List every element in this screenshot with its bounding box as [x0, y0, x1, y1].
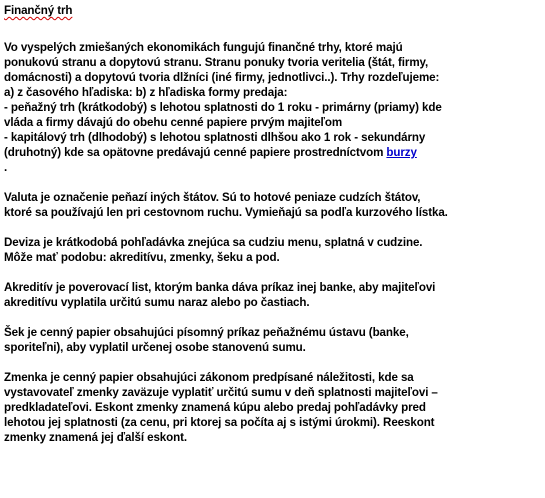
- text-line: predkladateľovi. Eskont zmenky znamená kúpu alebo predaj pohľadávky pred: [4, 401, 426, 414]
- paragraph-sek: [4, 325, 544, 355]
- text-line: .: [4, 161, 8, 174]
- text-line: - kapitálový trh (dlhodobý) s lehotou splatnosti dlhšou ako 1 rok - sekundárny: [4, 131, 426, 144]
- text-line: akreditívu vyplatila určitú sumu naraz alebo po častiach.: [4, 296, 310, 309]
- text-line: vystavovateľ zmenky zaväzuje vyplatiť určitú sumu v deň splatnosti majiteľovi –: [4, 386, 438, 399]
- text-line: Zmenka je cenný papier obsahujúci zákonom predpísané náležitosti, kde sa: [4, 371, 414, 384]
- document-body: [4, 3, 544, 445]
- text-line: sporiteľni), aby vyplatil určenej osobe stanovenú sumu.: [4, 341, 306, 354]
- paragraph-financial-markets: [4, 40, 544, 175]
- text-line: zmenky znamená jej ďalší eskont.: [4, 431, 187, 444]
- text-line: a) z časového hľadiska: b) z hľadiska formy predaja:: [4, 86, 288, 99]
- text-line: domácnosti) a dopytovú tvoria dlžníci (iné firmy, jednotlivci..). Trhy rozdeľujeme:: [4, 71, 440, 84]
- text-line: (druhotný) kde sa opätovne predávajú cenné papiere prostredníctvom: [4, 146, 387, 159]
- text-line: Deviza je krátkodobá pohľadávka znejúca sa cudziu menu, splatná v cudzine.: [4, 236, 423, 249]
- paragraph-akreditiv: [4, 280, 544, 310]
- paragraph-deviza: [4, 235, 544, 265]
- paragraph-valuta: [4, 190, 544, 220]
- text-line: - peňažný trh (krátkodobý) s lehotou splatnosti do 1 roku - primárny (priamy) kde: [4, 101, 442, 114]
- text-line: Môže mať podobu: akreditívu, zmenky, šeku a pod.: [4, 251, 280, 264]
- burzy-link[interactable]: burzy: [386, 146, 417, 159]
- text-line: Akreditív je poverovací list, ktorým banka dáva príkaz inej banke, aby majiteľovi: [4, 281, 436, 294]
- text-line: ktoré sa používajú len pri cestovnom ruchu. Vymieňajú sa podľa kurzového lístka.: [4, 206, 448, 219]
- text-line: lehotou jej splatnosti (za cenu, pri ktorej sa počíta aj s istými úrokmi). Reeskont: [4, 416, 435, 429]
- text-line: Valuta je označenie peňazí iných štátov. Sú to hotové peniaze cudzích štátov,: [4, 191, 421, 204]
- text-line: vláda a firmy dávajú do obehu cenné papiere prvým majiteľom: [4, 116, 343, 129]
- text-line: ponukovú stranu a dopytovú stranu. Stranu ponuky tvoria veritelia (štát, firmy,: [4, 56, 429, 69]
- document-title: Finančný trh: [4, 4, 73, 17]
- paragraph-zmenka: [4, 370, 544, 445]
- text-line: Vo vyspelých zmiešaných ekonomikách fungujú finančné trhy, ktoré majú: [4, 41, 403, 54]
- text-line: Šek je cenný papier obsahujúci písomný príkaz peňažnému ústavu (banke,: [4, 326, 409, 339]
